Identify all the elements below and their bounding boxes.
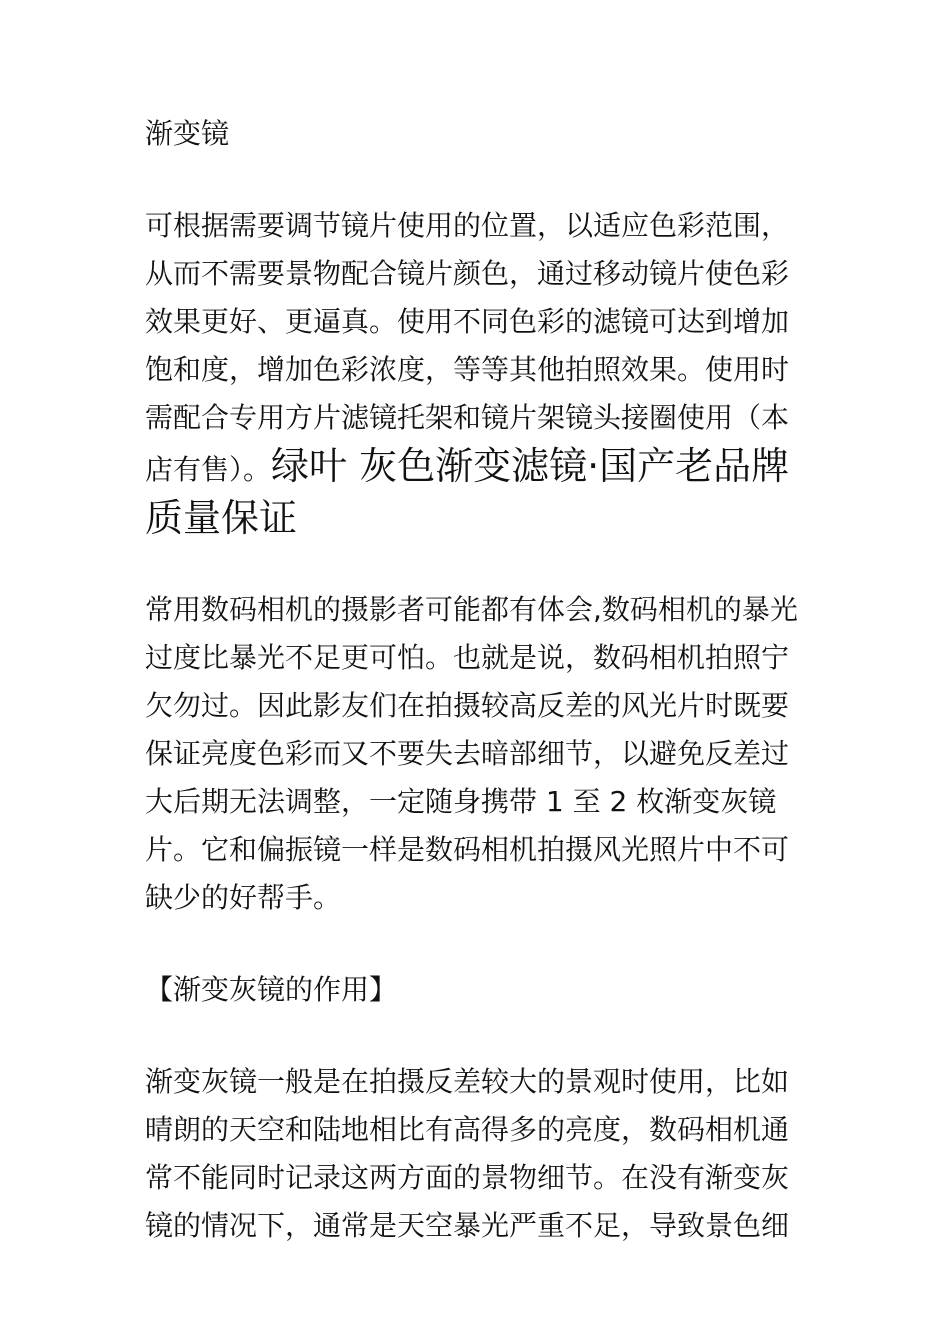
- paragraph-3: 渐变灰镜一般是在拍摄反差较大的景观时使用，比如晴朗的天空和陆地相比有高得多的亮度，数码相机通常不能同时记录这两方面的景物细节。在没有渐变灰镜的情况下，通常是天空暴光严重不足，导致景色细: [145, 1065, 790, 1242]
- section-heading: 【渐变灰镜的作用】: [145, 973, 398, 1006]
- intro-highlight-line2: 质量保证: [145, 496, 298, 540]
- intro-highlight: 绿叶 灰色渐变滤镜·国产老品牌: [271, 444, 790, 488]
- paragraph-2: 常用数码相机的摄影者可能都有体会,数码相机的暴光过度比暴光不足更可怕。也就是说，数码相机拍照宁欠勿过。因此影友们在拍摄较高反差的风光片时既要保证亮度色彩而又不要失去暗部细节，以避免反差过大后期无法调整，一定随身携带 1 至 2 枚渐变灰镜片。它和偏振镜一样是数码相机拍摄风光照片中不可缺少的好帮手。: [145, 593, 798, 914]
- intro-paragraph-text: 可根据需要调节镜片使用的位置，以适应色彩范围，从而不需要景物配合镜片颜色，通过移动镜片使色彩效果更好、更逼真。使用不同色彩的滤镜可达到增加饱和度，增加色彩浓度，等等其他拍照效果。使用时需配合专用方片滤镜托架和镜片架镜头接圈使用（本店有售）。: [145, 209, 790, 486]
- intro-paragraph: [145, 202, 810, 494]
- document-body: [145, 110, 810, 1294]
- document-title: 渐变镜: [145, 117, 230, 150]
